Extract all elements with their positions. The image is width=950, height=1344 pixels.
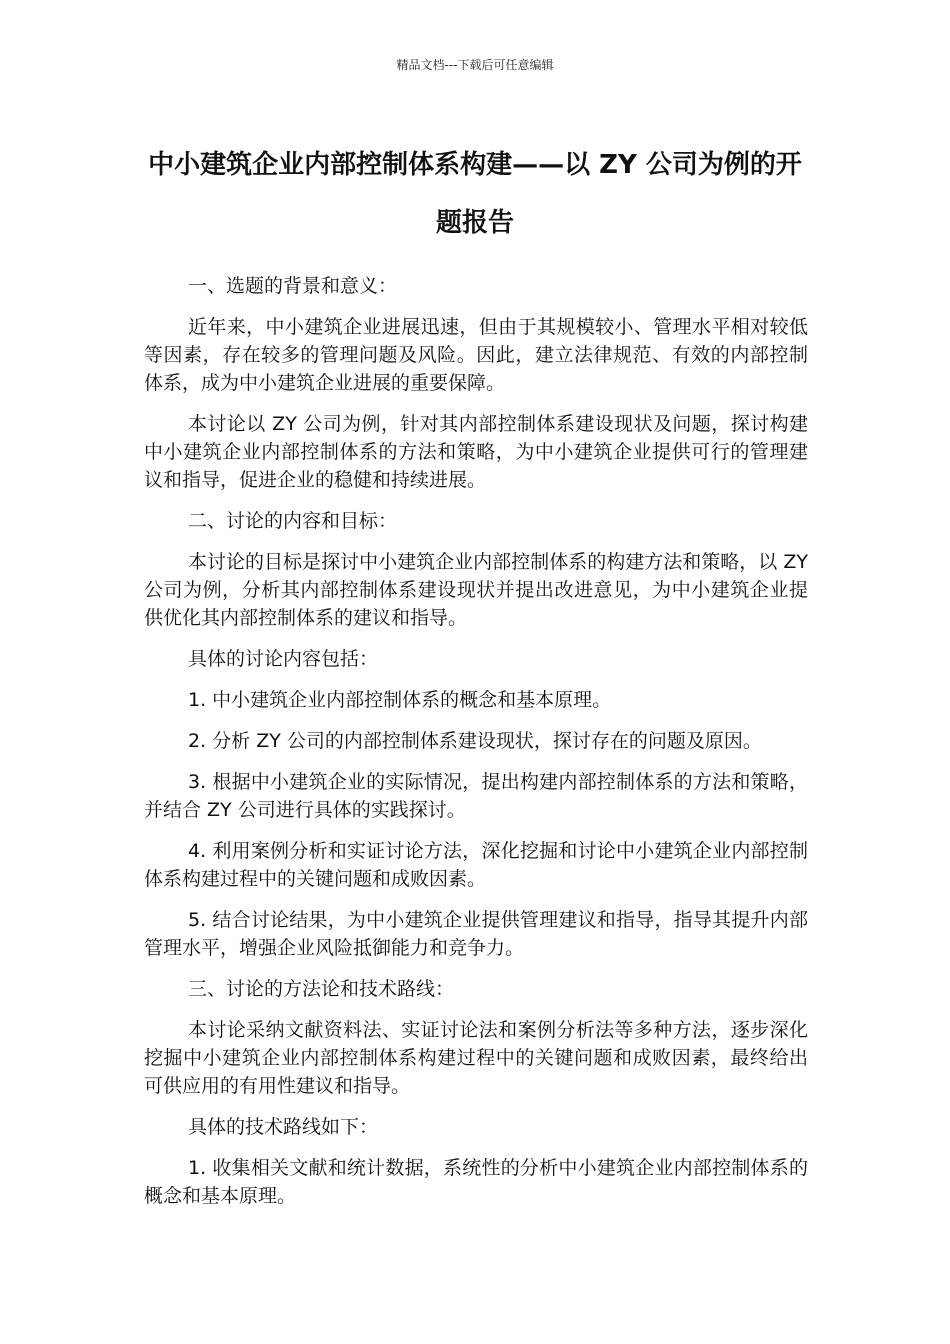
- paragraph-background-2: 本讨论以 ZY 公司为例，针对其内部控制体系建设现状及问题，探讨构建中小建筑企业内部控制体系的方法和策略，为中小建筑企业提供可行的管理建议和指导，促进企业的稳健和持续进展。: [144, 413, 808, 491]
- list-item-content-3: 3. 根据中小建筑企业的实际情况，提出构建内部控制体系的方法和策略，并结合 ZY 公司进行具体的实践探讨。: [144, 771, 808, 821]
- page-title: 中小建筑企业内部控制体系构建——以 ZY 公司为例的开题报告: [148, 150, 802, 238]
- list-item-content-1: 1. 中小建筑企业内部控制体系的概念和基本原理。: [188, 689, 612, 711]
- paragraph-goals: 本讨论的目标是探讨中小建筑企业内部控制体系的构建方法和策略，以 ZY 公司为例，分析其内部控制体系建设现状并提出改进意见，为中小建筑企业提供优化其内部控制体系的建议和指导。: [144, 551, 808, 629]
- section-heading-methodology: 三、讨论的方法论和技术路线：: [188, 978, 455, 1000]
- document-body: [144, 272, 808, 1223]
- list-item-content-2: 2. 分析 ZY 公司的内部控制体系建设现状，探讨存在的问题及原因。: [188, 730, 762, 752]
- paragraph-content-intro: 具体的讨论内容包括：: [188, 648, 379, 670]
- paragraph-background-1: 近年来，中小建筑企业进展迅速，但由于其规模较小、管理水平相对较低等因素，存在较多的管理问题及风险。因此，建立法律规范、有效的内部控制体系，成为中小建筑企业进展的重要保障。: [144, 316, 808, 394]
- list-item-route-1: 1. 收集相关文献和统计数据，系统性的分析中小建筑企业内部控制体系的概念和基本原理。: [144, 1157, 808, 1207]
- paragraph-route-intro: 具体的技术路线如下：: [188, 1116, 379, 1138]
- section-heading-background: 一、选题的背景和意义：: [188, 275, 398, 297]
- list-item-content-4: 4. 利用案例分析和实证讨论方法，深化挖掘和讨论中小建筑企业内部控制体系构建过程中的关键问题和成败因素。: [144, 840, 808, 890]
- section-heading-content-goals: 二、讨论的内容和目标：: [188, 510, 398, 532]
- header-note: 精品文档---下载后可任意编辑: [396, 58, 554, 72]
- paragraph-methodology: 本讨论采纳文献资料法、实证讨论法和案例分析法等多种方法，逐步深化挖掘中小建筑企业内部控制体系构建过程中的关键问题和成败因素，最终给出可供应用的有用性建议和指导。: [144, 1019, 808, 1097]
- list-item-content-5: 5. 结合讨论结果，为中小建筑企业提供管理建议和指导，指导其提升内部管理水平，增强企业风险抵御能力和竞争力。: [144, 909, 808, 959]
